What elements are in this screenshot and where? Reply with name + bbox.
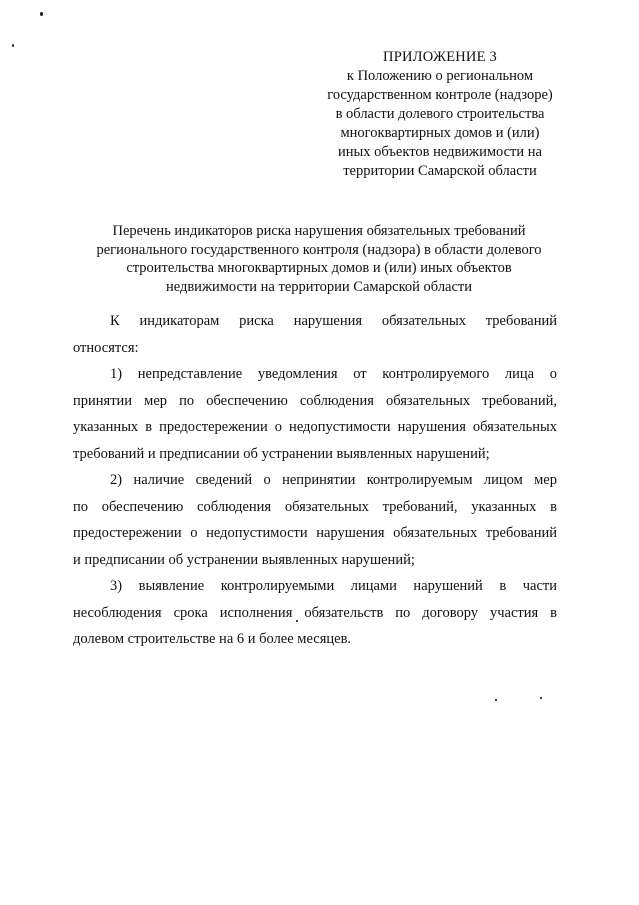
paragraph-line: К индикаторам риска нарушения обязательных требований <box>110 313 557 329</box>
paragraph-line: указанных в предостережении о недопустимости нарушения обязательных <box>73 419 557 435</box>
document-title <box>60 222 578 296</box>
list-item-3 <box>73 573 557 653</box>
scan-speck <box>540 697 542 699</box>
paragraph-line: 2) наличие сведений о непринятии контролируемым лицом мер <box>110 472 557 488</box>
document-title-line: Перечень индикаторов риска нарушения обязательных требований <box>112 223 526 239</box>
paragraph-line: требований и предписании об устранении выявленных нарушений; <box>73 445 490 462</box>
scan-speck <box>495 699 497 701</box>
appendix-line: к Положению о региональном <box>346 68 534 84</box>
document-title-line: регионального государственного контроля (надзора) в области долевого <box>96 241 542 258</box>
paragraph-line: 1) непредставление уведомления от контролируемого лица о <box>110 366 557 382</box>
scan-speck <box>12 44 14 47</box>
list-item-1 <box>73 361 557 467</box>
appendix-line: территории Самарской области <box>343 163 537 179</box>
document-body <box>73 308 557 653</box>
appendix-line: иных объектов недвижимости на <box>338 144 542 160</box>
document-title-line: строительства многоквартирных домов и (или) иных объектов <box>126 260 512 276</box>
scan-speck <box>40 12 43 16</box>
paragraph-line: долевом строительстве на 6 и более месяцев. <box>73 631 352 647</box>
appendix-title: ПРИЛОЖЕНИЕ 3 <box>383 49 497 65</box>
appendix-header <box>300 48 580 181</box>
appendix-line: в области долевого строительства <box>335 106 545 122</box>
paragraph-line: относятся: <box>73 339 139 356</box>
list-item-2 <box>73 467 557 573</box>
intro-paragraph <box>73 308 557 361</box>
paragraph-line: несоблюдения срока исполнения обязательств по договору участия в <box>73 604 557 621</box>
paragraph-line: предостережении о недопустимости нарушения обязательных требований <box>73 525 557 541</box>
paragraph-line: принятии мер по обеспечению соблюдения обязательных требований, <box>73 392 557 409</box>
paragraph-line: 3) выявление контролируемыми лицами нарушений в части <box>110 578 557 594</box>
appendix-line: государственном контроле (надзоре) <box>327 87 553 103</box>
appendix-line: многоквартирных домов и (или) <box>340 125 540 141</box>
paragraph-line: по обеспечению соблюдения обязательных требований, указанных в <box>73 498 557 515</box>
document-title-line: недвижимости на территории Самарской области <box>165 278 473 295</box>
paragraph-line: и предписании об устранении выявленных нарушений; <box>73 551 415 568</box>
